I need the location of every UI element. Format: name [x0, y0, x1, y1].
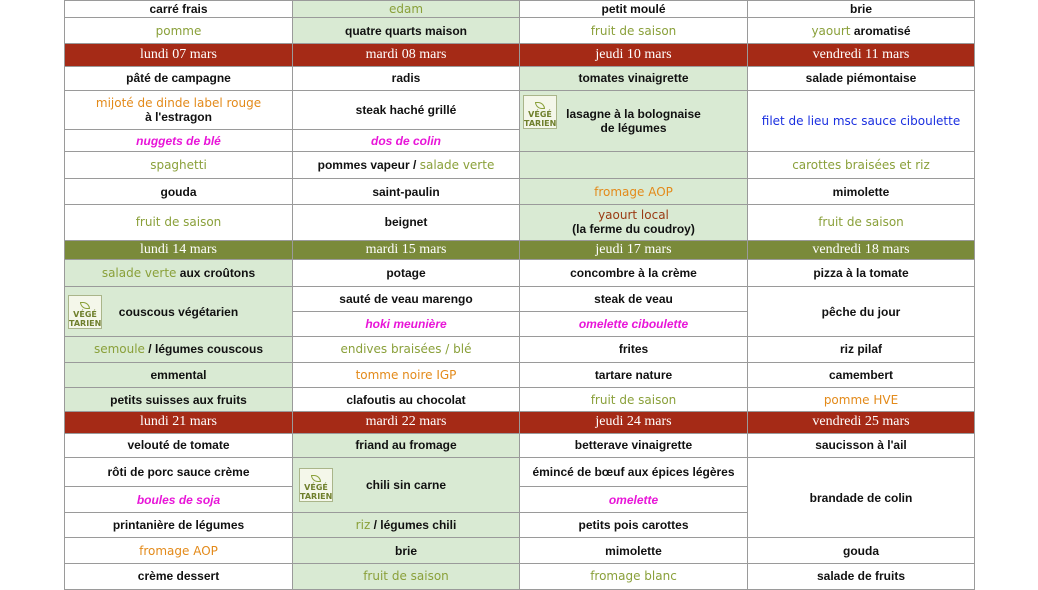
- dessert-row: [65, 563, 975, 589]
- menu-cell: [520, 152, 748, 179]
- menu-cell: salade de fruits: [748, 563, 975, 589]
- cheese-row: [65, 179, 975, 204]
- menu-cell: betterave vinaigrette: [520, 433, 748, 457]
- menu-cell: petits suisses aux fruits: [65, 388, 293, 412]
- menu-cell: potage: [293, 260, 520, 287]
- menu-cell: brandade de colin: [748, 457, 975, 538]
- table-row: [65, 18, 975, 44]
- menu-cell-vegetarian: VÉGÉ TARIEN lasagne à la bolognaise de légumes: [520, 90, 748, 152]
- menu-cell: tartare nature: [520, 362, 748, 387]
- menu-cell: salade piémontaise: [748, 66, 975, 90]
- menu-cell: brie: [748, 1, 975, 18]
- cheese-row: [65, 538, 975, 563]
- day-header: lundi 21 mars: [65, 412, 293, 433]
- menu-cell: edam: [293, 1, 520, 18]
- menu-cell: crème dessert: [65, 563, 293, 589]
- menu-cell: pêche du jour: [748, 287, 975, 336]
- main-row: [65, 287, 975, 311]
- menu-cell: mijoté de dinde label rouge à l'estragon: [65, 90, 293, 129]
- day-header: mardi 15 mars: [293, 240, 520, 259]
- menu-cell: gouda: [748, 538, 975, 563]
- menu-cell: rôti de porc sauce crème: [65, 457, 293, 486]
- menu-cell: beignet: [293, 204, 520, 240]
- vegetarian-badge-icon: VÉGÉ TARIEN: [299, 468, 333, 502]
- menu-cell: petit moulé: [520, 1, 748, 18]
- side-row: [65, 152, 975, 179]
- menu-cell: semoule / légumes couscous: [65, 336, 293, 362]
- day-header: lundi 07 mars: [65, 44, 293, 66]
- menu-cell: camembert: [748, 362, 975, 387]
- vegetarian-badge-icon: VÉGÉ TARIEN: [68, 295, 102, 329]
- menu-cell: fromage AOP: [520, 179, 748, 204]
- school-lunch-menu-table: [64, 0, 975, 590]
- menu-cell-vegetarian: VÉGÉ TARIEN couscous végétarien: [65, 287, 293, 336]
- menu-cell: pâté de campagne: [65, 66, 293, 90]
- day-header-row: [65, 44, 975, 66]
- menu-cell: fruit de saison: [293, 563, 520, 589]
- menu-cell: dos de colin: [293, 130, 520, 152]
- starter-row: [65, 260, 975, 287]
- day-header: mardi 08 mars: [293, 44, 520, 66]
- menu-cell: steak haché grillé: [293, 90, 520, 129]
- menu-cell: gouda: [65, 179, 293, 204]
- menu-cell: saint-paulin: [293, 179, 520, 204]
- menu-cell-vegetarian: VÉGÉ TARIEN chili sin carne: [293, 457, 520, 512]
- menu-cell: velouté de tomate: [65, 433, 293, 457]
- menu-cell: quatre quarts maison: [293, 18, 520, 44]
- menu-cell: nuggets de blé: [65, 130, 293, 152]
- menu-cell: sauté de veau marengo: [293, 287, 520, 311]
- menu-cell: carré frais: [65, 1, 293, 18]
- menu-cell: pomme: [65, 18, 293, 44]
- vegetarian-badge-icon: VÉGÉ TARIEN: [523, 95, 557, 129]
- menu-cell: filet de lieu msc sauce ciboulette: [748, 90, 975, 152]
- day-header: vendredi 11 mars: [748, 44, 975, 66]
- menu-cell: mimolette: [748, 179, 975, 204]
- table-row: [65, 1, 975, 18]
- day-header: mardi 22 mars: [293, 412, 520, 433]
- menu-cell: fromage blanc: [520, 563, 748, 589]
- day-header: lundi 14 mars: [65, 240, 293, 259]
- day-header: jeudi 10 mars: [520, 44, 748, 66]
- day-header: jeudi 24 mars: [520, 412, 748, 433]
- menu-cell: pommes vapeur / salade verte: [293, 152, 520, 179]
- menu-cell: fruit de saison: [748, 204, 975, 240]
- menu-cell: fruit de saison: [520, 388, 748, 412]
- menu-cell: radis: [293, 66, 520, 90]
- menu-cell: concombre à la crème: [520, 260, 748, 287]
- menu-cell: fromage AOP: [65, 538, 293, 563]
- menu-cell: carottes braisées et riz: [748, 152, 975, 179]
- menu-cell: tomme noire IGP: [293, 362, 520, 387]
- day-header: vendredi 18 mars: [748, 240, 975, 259]
- menu-cell: fruit de saison: [65, 204, 293, 240]
- menu-cell: boules de soja: [65, 487, 293, 513]
- day-header: jeudi 17 mars: [520, 240, 748, 259]
- menu-cell: clafoutis au chocolat: [293, 388, 520, 412]
- menu-cell: spaghetti: [65, 152, 293, 179]
- menu-cell: friand au fromage: [293, 433, 520, 457]
- menu-cell: yaourt local (la ferme du coudroy): [520, 204, 748, 240]
- menu-cell: fruit de saison: [520, 18, 748, 44]
- menu-cell: riz pilaf: [748, 336, 975, 362]
- starter-row: [65, 66, 975, 90]
- menu-cell: hoki meunière: [293, 311, 520, 336]
- menu-cell: omelette: [520, 487, 748, 513]
- cheese-row: [65, 362, 975, 387]
- day-header: vendredi 25 mars: [748, 412, 975, 433]
- menu-cell: emmental: [65, 362, 293, 387]
- menu-cell: omelette ciboulette: [520, 311, 748, 336]
- menu-cell: petits pois carottes: [520, 513, 748, 538]
- main-row: [65, 90, 975, 129]
- menu-cell: mimolette: [520, 538, 748, 563]
- main-row: [65, 457, 975, 486]
- menu-cell: pomme HVE: [748, 388, 975, 412]
- menu-cell: yaourt aromatisé: [748, 18, 975, 44]
- menu-cell: steak de veau: [520, 287, 748, 311]
- menu-cell: saucisson à l'ail: [748, 433, 975, 457]
- day-header-row: [65, 240, 975, 259]
- dessert-row: [65, 204, 975, 240]
- menu-cell: endives braisées / blé: [293, 336, 520, 362]
- dessert-row: [65, 388, 975, 412]
- starter-row: [65, 433, 975, 457]
- menu-cell: brie: [293, 538, 520, 563]
- menu-cell: riz / légumes chili: [293, 513, 520, 538]
- day-header-row: [65, 412, 975, 433]
- menu-cell: printanière de légumes: [65, 513, 293, 538]
- menu-cell: salade verte aux croûtons: [65, 260, 293, 287]
- menu-cell: tomates vinaigrette: [520, 66, 748, 90]
- menu-cell: frites: [520, 336, 748, 362]
- side-row: [65, 336, 975, 362]
- menu-cell: pizza à la tomate: [748, 260, 975, 287]
- menu-cell: émincé de bœuf aux épices légères: [520, 457, 748, 486]
